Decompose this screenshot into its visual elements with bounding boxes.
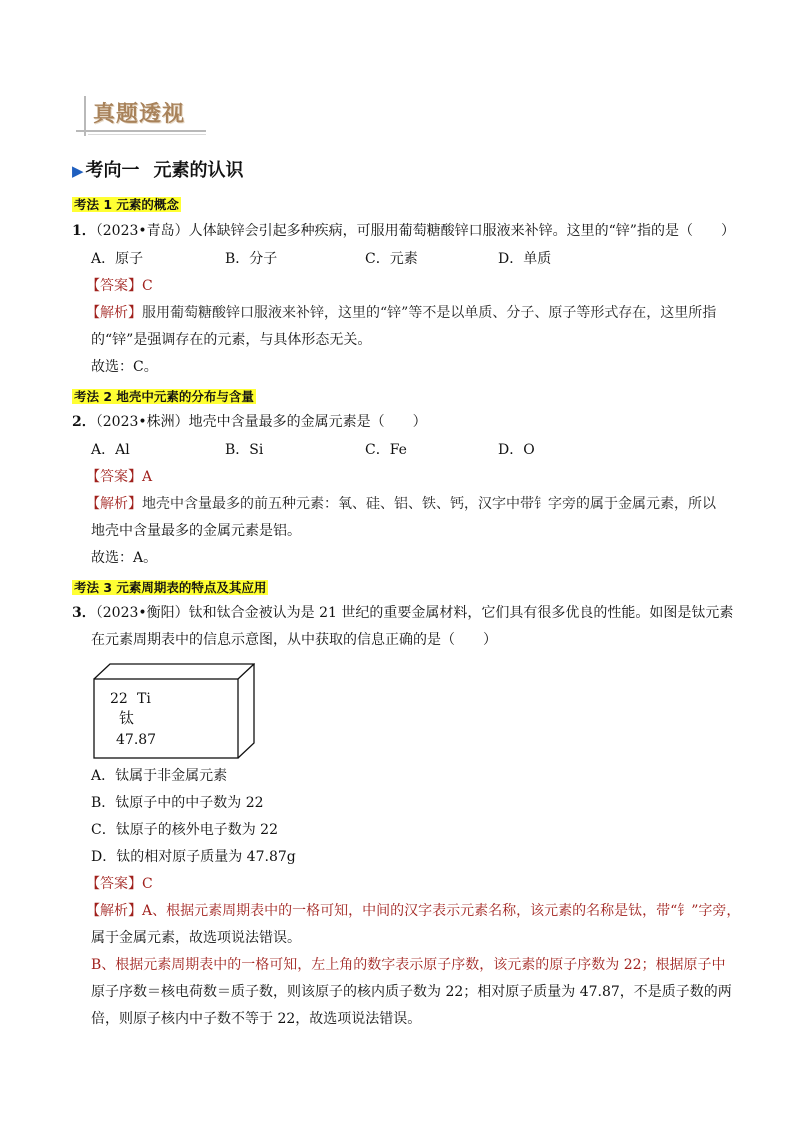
question-3-stem-line-1: 3．（2023•衡阳）钛和钛合金被认为是 21 世纪的重要金属材料，它们具有很多优良的性能。如图是钛元素 (72, 605, 734, 621)
element-cell-titanium (93, 663, 255, 759)
q2-option-b: B．Si (225, 442, 264, 458)
question-3-stem-line-2: 在元素周期表中的信息示意图，从中获取的信息正确的是（ ） (91, 632, 497, 648)
section-title: 元素的认识 (153, 160, 244, 181)
q3-explanation-b-line-3: 倍，则原子核内中子数不等于 22，故选项说法错误。 (91, 1011, 422, 1027)
q3-option-d: D．钛的相对原子质量为 47.87g (91, 849, 296, 865)
q3-explanation-a-line-2: 属于金属元素，故选项说法错误。 (91, 930, 301, 946)
q2-explanation-line-2: 地壳中含量最多的金属元素是铝。 (91, 523, 301, 539)
q1-option-b: B．分子 (225, 251, 278, 267)
banner-horizontal-rule (76, 130, 206, 132)
q1-conclusion: 故选：C。 (91, 359, 158, 375)
q2-explanation-line-1: 【解析】地壳中含量最多的前五种元素：氧、硅、铝、铁、钙，汉字中带钅字旁的属于金属元素，所以 (86, 496, 716, 512)
element-name: 钛 (119, 709, 135, 727)
element-atomic-mass: 47.87 (116, 732, 157, 748)
q2-conclusion: 故选：A。 (91, 550, 158, 566)
q1-option-d: D．单质 (498, 251, 552, 267)
topic-label-2: 考法 2 地壳中元素的分布与含量 (74, 389, 254, 404)
q3-option-c: C．钛原子的核外电子数为 22 (91, 822, 278, 838)
q1-explanation-line-1: 【解析】服用葡萄糖酸锌口服液来补锌，这里的“锌”等不是以单质、分子、原子等形式存在，这里所指 (86, 305, 717, 321)
element-atomic-number: 22 (110, 691, 128, 707)
question-1-stem: 1．（2023•青岛）人体缺锌会引起多种疾病，可服用葡萄糖酸锌口服液来补锌。这里的“锌”指的是（ ） (72, 223, 735, 239)
banner-shadow-rule (88, 134, 206, 135)
q1-explanation-line-2: 的“锌”是强调存在的元素，与具体形态无关。 (91, 332, 372, 348)
q1-answer: 【答案】C (86, 278, 153, 294)
header-banner (76, 96, 206, 140)
page-title: 真题透视 (93, 102, 186, 127)
q1-option-c: C．元素 (365, 251, 418, 267)
q3-option-b: B．钛原子中的中子数为 22 (91, 795, 264, 811)
q3-explanation-b-line-1: B、根据元素周期表中的一格可知，左上角的数字表示原子序数，该元素的原子序数为 22；根据原子中 (91, 957, 726, 973)
question-2-stem: 2．（2023•株洲）地壳中含量最多的金属元素是（ ） (72, 414, 427, 430)
q3-explanation-a-line-1: 【解析】A、根据元素周期表中的一格可知，中间的汉字表示元素名称，该元素的名称是钛，带“钅”字旁， (86, 903, 741, 919)
q2-answer: 【答案】A (86, 469, 153, 485)
triangle-marker-icon: ▶ (72, 162, 84, 180)
q3-answer: 【答案】C (86, 876, 153, 892)
q1-option-a: A．原子 (91, 251, 144, 267)
section-heading (72, 160, 244, 182)
q2-option-c: C．Fe (365, 442, 407, 458)
q3-explanation-b-line-2: 原子序数＝核电荷数＝质子数，则该原子的核内质子数为 22；相对原子质量为 47.87，不是质子数的两 (91, 984, 732, 1000)
section-label: 考向一 (85, 160, 140, 181)
topic-label-3: 考法 3 元素周期表的特点及其应用 (74, 580, 267, 595)
q2-option-a: A．Al (91, 442, 130, 458)
element-symbol: Ti (137, 691, 151, 707)
topic-label-1: 考法 1 元素的概念 (74, 197, 179, 212)
q3-option-a: A．钛属于非金属元素 (91, 768, 228, 784)
q2-option-d: D．O (498, 442, 535, 458)
